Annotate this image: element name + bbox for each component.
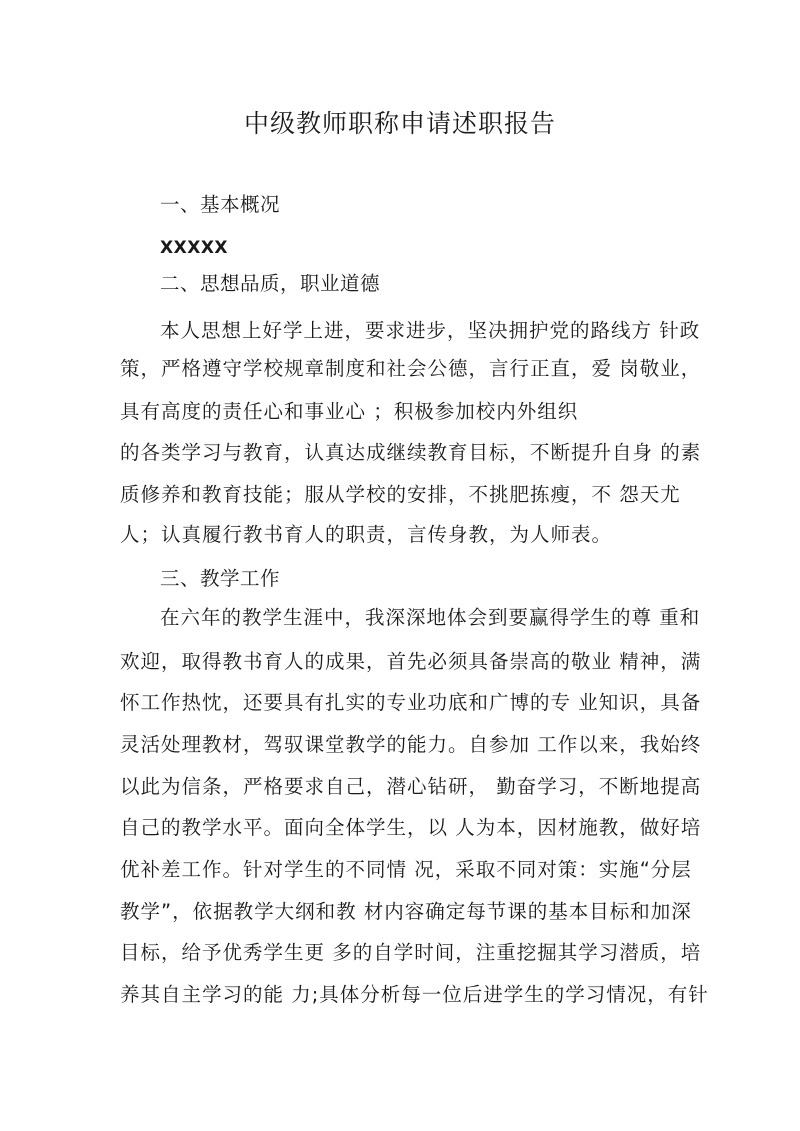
paragraph-line: 策，严格遵守学校规章制度和社会公德，言行正直，爱 岗敬业，: [120, 357, 702, 380]
section-heading-basic-overview: 一、基本概况: [160, 193, 281, 216]
paragraph-line: 优补差工作。针对学生的不同情 况，采取不同对策：实施“分层: [120, 858, 692, 881]
paragraph-line: 以此为信条，严格要求自己，潜心钻研， 勤奋学习，不断地提高: [120, 775, 702, 798]
paragraph-line: 养其自主学习的能 力;具体分析每一位后进学生的学习情况，有针: [120, 983, 709, 1006]
section-heading-teaching: 三、教学工作: [160, 567, 281, 590]
paragraph-line: 本人思想上好学上进，要求进步，坚决拥护党的路线方 针政: [160, 319, 701, 342]
paragraph-line: 目标，给予优秀学生更 多的自学时间，注重挖掘其学习潜质，培: [120, 941, 702, 964]
page-title: 中级教师职称申请述职报告: [243, 109, 556, 138]
section-heading-ethics: 二、思想品质，职业道德: [160, 272, 381, 295]
basic-overview-content: XXXXX: [160, 238, 229, 258]
paragraph-line: 教学”，依据教学大纲和教 材内容确定每节课的基本目标和加深: [120, 900, 692, 923]
paragraph-line: 质修养和教育技能；服从学校的安排，不挑肥拣瘦，不 怨天尤: [120, 483, 681, 506]
paragraph-line: 灵活处理教材，驾驭课堂教学的能力。自参加 工作以来，我始终: [120, 733, 702, 756]
paragraph-line: 人；认真履行教书育人的职责，言传身教，为人师表。: [120, 523, 613, 546]
paragraph-line: 具有高度的责任心和事业心 ；积极参加校内外组织: [120, 400, 579, 423]
paragraph-line: 在六年的教学生涯中，我深深地体会到要赢得学生的尊 重和: [160, 606, 701, 629]
paragraph-line: 自己的教学水平。面向全体学生，以 人为本，因材施教，做好培: [120, 816, 702, 839]
paragraph-line: 的各类学习与教育，认真达成继续教育目标，不断提升自身 的素: [120, 441, 702, 464]
paragraph-line: 怀工作热忱，还要具有扎实的专业功底和广博的专 业知识，具备: [120, 691, 702, 714]
paragraph-line: 欢迎，取得教书育人的成果，首先必须具备崇高的敬业 精神，满: [120, 650, 702, 673]
